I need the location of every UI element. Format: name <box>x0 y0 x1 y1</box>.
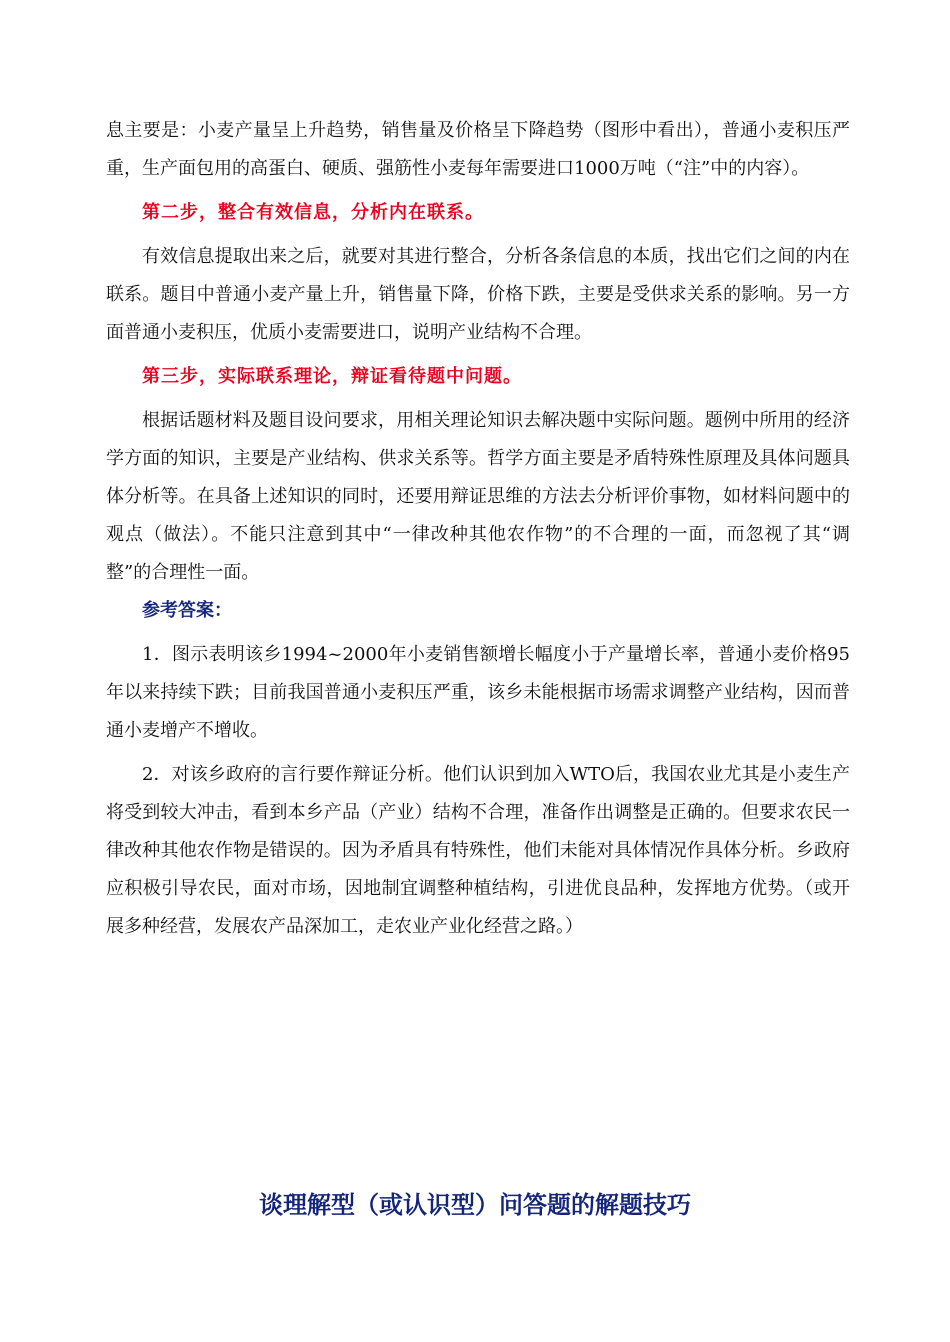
section-title: 谈理解型（或认识型）问答题的解题技巧 <box>259 1191 691 1219</box>
step-two-heading: 第二步，整合有效信息，分析内在联系。 <box>142 202 484 223</box>
paragraph-info: 息主要是：小麦产量呈上升趋势，销售量及价格呈下降趋势（图形中看出），普通小麦积压严重，生产面包用的高蛋白、硬质、强筋性小麦每年需要进口1000万吨（“注”中的内容）。 <box>106 120 850 179</box>
paragraph-theory: 根据话题材料及题目设问要求，用相关理论知识去解决题中实际问题。题例中所用的经济学方面的知识，主要是产业结构、供求关系等。哲学方面主要是矛盾特殊性原理及具体问题具体分析等。在具备上述知识的同时，还要用辩证思维的方法去分析评价事物，如材料问题中的观点（做法）。不能只注意到其中“一律改种其他农作物”的不合理的一面，而忽视了其“调整”的合理性一面。 <box>106 410 850 583</box>
step-three-heading: 第三步，实际联系理论，辩证看待题中问题。 <box>142 366 522 387</box>
answer-one: 1．图示表明该乡1994~2000年小麦销售额增长幅度小于产量增长率，普通小麦价格95年以来持续下跌；目前我国普通小麦积压严重，该乡未能根据市场需求调整产业结构，因而普通小麦增产不增收。 <box>106 644 850 741</box>
answer-two: 2．对该乡政府的言行要作辩证分析。他们认识到加入WTO后，我国农业尤其是小麦生产将受到较大冲击，看到本乡产品（产业）结构不合理，准备作出调整是正确的。但要求农民一律改种其他农作物是错误的。因为矛盾具有特殊性，他们未能对具体情况作具体分析。乡政府应积极引导农民，面对市场，因地制宜调整种植结构，引进优良品种，发挥地方优势。（或开展多种经营，发展农产品深加工，走农业产业化经营之路。） <box>106 764 850 937</box>
reference-answer-label: 参考答案： <box>142 600 232 621</box>
document-body <box>106 112 850 946</box>
paragraph-analysis: 有效信息提取出来之后，就要对其进行整合，分析各条信息的本质，找出它们之间的内在联系。题目中普通小麦产量上升，销售量下降，价格下跌，主要是受供求关系的影响。另一方面普通小麦积压，优质小麦需要进口，说明产业结构不合理。 <box>106 246 850 343</box>
